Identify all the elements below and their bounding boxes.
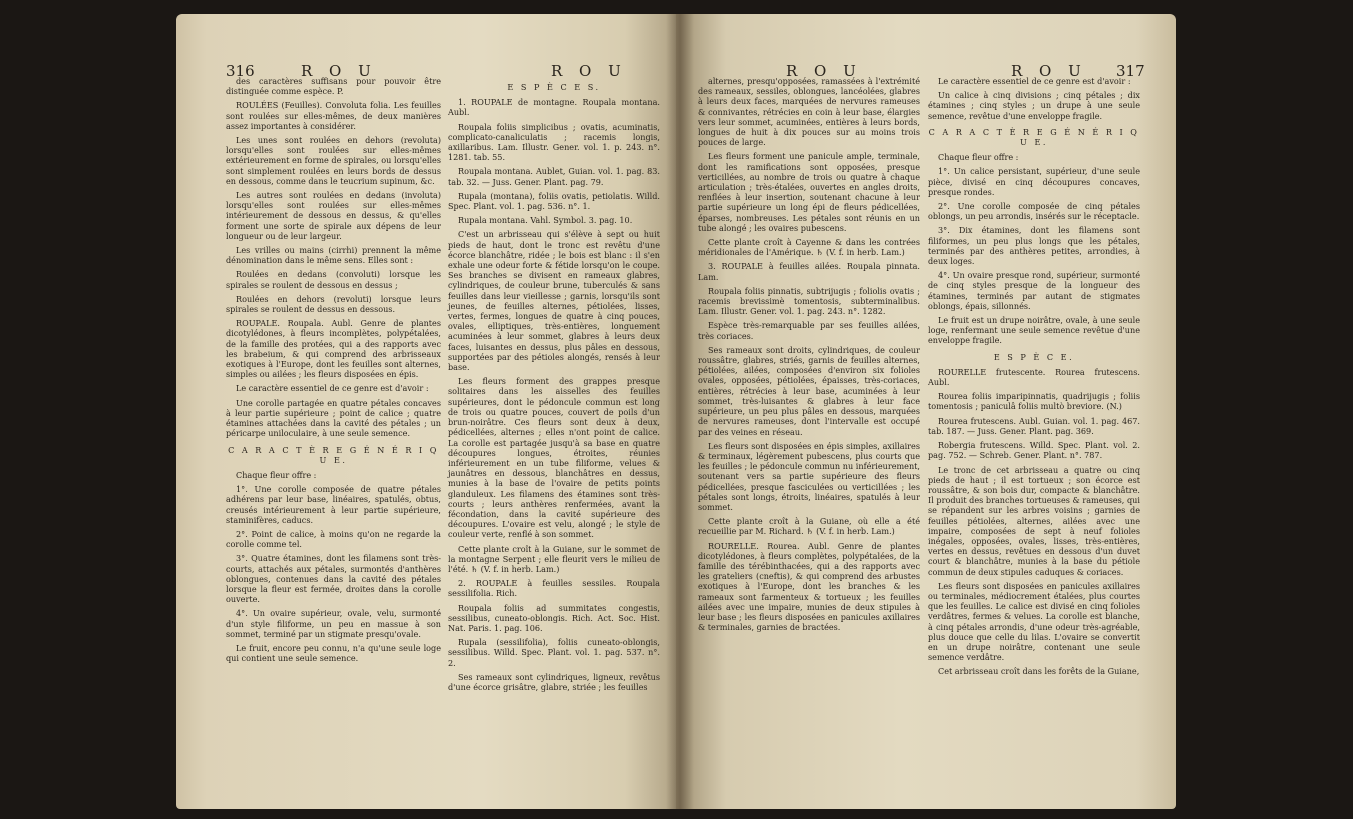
paragraph: Chaque fleur offre : (938, 152, 1019, 163)
paragraph: Ses rameaux sont cylindriques, ligneux, revêtus d'une écorce grisâtre, glabre, striée ; les feuilles (448, 671, 660, 692)
paragraph: 3. ROUPALE à feuilles ailées. Roupala pinnata. Lam. (698, 261, 920, 282)
paragraph: 1°. Une corolle composée de quatre pétales adhérens par leur base, linéaires, spatulés, obtus, creusés intérieurement à leur partie supérieure, staminifères, caducs. (226, 484, 441, 525)
book-gutter (666, 14, 694, 809)
paragraph: Un calice à cinq divisions ; cinq pétales ; dix étamines ; cinq styles ; un drupe à une seule semence, revêtue d'une enveloppe fragile. (928, 90, 1140, 121)
paragraph: Roupala foliis ad summitates congestis, sessilibus, cuneato-oblongis. Rich. Act. Soc. Hist. Nat. Paris. 1. pag. 106. (448, 602, 660, 633)
right-column-2 (928, 76, 1140, 681)
paragraph: Le tronc de cet arbrisseau a quatre ou cinq pieds de haut ; il est tortueux ; son écorce est roussâtre, & son bois dur, compacte & blanchâtre. Il produit des branches tortueuses & rameuses, qui se répandent sur les arbres voisins ; garnies de feuilles pétiolées, alternes, ailées avec une impaire, composées de sept à neuf folioles inégales, opposées, ovales, lisses, très-entières, vertes en dessus, revêtues en dessous d'un duvet court & blanchâtre, munies à la base du pétiole commun de deux stipules caduques & coriaces. (928, 464, 1140, 577)
book-spread (176, 14, 1176, 809)
paragraph: Les fleurs forment des grappes presque solitaires dans les aisselles des feuilles supérieures, dont le pédoncule commun est long de trois ou quatre pouces, couvert de poils d'un brun-noirâtre. Ces fleurs sont deux à deux, pédicellées, alternes ; elles n'ont point de calice. La corolle est partagée jusqu'à sa base en quatre découpures longues, étroites, réunies inférieurement en un tube filiforme, velues & jaunâtres en dessous, blanchâtres en dessus, munies à la base de l'ovaire de petits points glanduleux. Les filamens des étamines sont très-courts ; leurs anthères renfermées, avant la fécondation, dans la cavité supérieure des découpures. L'ovaire est velu, alongé ; le style de couleur verte, renflé à son sommet. (448, 376, 660, 540)
paragraph: 3°. Quatre étamines, dont les filamens sont très-courts, attachés aux pétales, surmontés d'anthères oblongues, contenues dans la cavité des pétales lorsque la fleur est fermée, droites dans la corolle ouverte. (226, 553, 441, 605)
paragraph: Espèce très-remarquable par ses feuilles ailées, très coriaces. (698, 320, 920, 341)
paragraph: 4°. Un ovaire presque rond, supérieur, surmonté de cinq styles presque de la longueur des étamines, terminés par autant de stigmates oblongs, épais, sillonnés. (928, 270, 1140, 311)
paragraph: C'est un arbrisseau qui s'élève à sept ou huit pieds de haut, dont le tronc est revêtu d'une écorce blanchâtre, ridée ; le bois est blanc : il s'en exhale une odeur forte & fétide lorsqu'on le coupe. Ses branches se divisent en rameaux glabres, cylindriques, de couleur brune, tuberculés & sans feuilles dans leur vieillesse ; garnis, lorsqu'ils sont jeunes, de feuilles alternes, pétiolées, lisses, vertes, fermes, longues de quatre à cinq pouces, ovales, elliptiques, très-entières, longuement acuminées à leur sommet, glabres à leurs deux faces, luisantes en dessus, plus pâles en dessous, supportées par des pétioles alongés, rensés à leur base. (448, 229, 660, 373)
paragraph: Rupala (montana), foliis ovatis, petiolatis. Willd. Spec. Plant. vol. 1. pag. 536. n°. 1. (448, 190, 660, 212)
running-head-right-b: R O U (1011, 62, 1087, 80)
paragraph: Les vrilles ou mains (cirrhi) prennent la même dénomination dans le même sens. Elles sont : (226, 245, 441, 266)
paragraph: Ses rameaux sont droits, cylindriques, de couleur roussâtre, glabres, striés, garnis de feuilles alternes, pétiolées, ailées, composées d'environ six folioles ovales, opposées, pétiolées, épaisses, très-coriaces, entières, rétrécies à leur base, acuminées à leur sommet, très-luisantes & glabres à leur face supérieure, un peu plus pâles en dessous, marquées de nervures rameuses, dont l'intervalle est occupé par des veines en réseau. (698, 344, 920, 437)
left-column-1 (226, 76, 441, 667)
paragraph: Cette plante croît à Cayenne & dans les contrées méridionales de l'Amérique. ♄ (V. f. in herb. Lam.) (698, 237, 920, 258)
right-column-1 (698, 76, 920, 636)
paragraph: 2°. Point de calice, à moins qu'on ne regarde la corolle comme tel. (226, 528, 441, 550)
paragraph: Le caractère essentiel de ce genre est d'avoir : (938, 76, 1131, 86)
paragraph: Les fleurs forment une panicule ample, terminale, dont les ramifications sont opposées, presque verticillées, au nombre de trois ou quatre à chaque articulation ; très-étalées, ouvertes en angles droits, renflées à leur insertion, soutenant chacune à leur partie supérieure un long épi de fleurs pédicellées, éparses, nombreuses. Les pétales sont réunis en un tube alongé ; les ovaires pubescens. (698, 151, 920, 233)
paragraph: Le fruit est un drupe noirâtre, ovale, à une seule loge, renfermant une seule semence revêtue d'une enveloppe fragile. (928, 315, 1140, 346)
page-number-left: 316 (226, 62, 255, 80)
paragraph: Rourea frutescens. Aubl. Guian. vol. 1. pag. 467. tab. 187. — Juss. Gener. Plant. pag. 369. (928, 415, 1140, 436)
paragraph: 1. ROUPALE de montagne. Roupala montana. Aubl. (448, 97, 660, 118)
left-column-2 (448, 76, 660, 696)
paragraph: Le fruit, encore peu connu, n'a qu'une seule loge qui contient une seule semence. (226, 642, 441, 664)
paragraph: ROUPALE. Roupala. Aubl. Genre de plantes dicotylédones, à fleurs incomplètes, polypétalées, de la famille des protées, qui a des rapports avec les brabeium, & qui comprend des arbrisseaux exotiques à l'Europe, dont les feuilles sont alternes, simples ou ailées ; les fleurs disposées en épis. (226, 318, 441, 380)
paragraph: C A R A C T È R E G É N É R I Q U E. (928, 126, 1140, 148)
running-head-left-a: R O U (301, 62, 377, 80)
paragraph: Robergia frutescens. Willd. Spec. Plant. vol. 2. pag. 752. — Schreb. Gener. Plant. n°. 787. (928, 440, 1140, 461)
paragraph: 2°. Une corolle composée de cinq pétales oblongs, un peu arrondis, insérés sur le réceptacle. (928, 201, 1140, 222)
paragraph: ROURELLE. Rourea. Aubl. Genre de plantes dicotylédones, à fleurs complètes, polypétalées, de la famille des térébinthacées, qui a des rapports avec les grateliers (cneftis), & qui comprend des arbustes exotiques à l'Europe, dont les branches & les rameaux sont farmenteux & tortueux ; les feuilles ailées avec une impaire, munies de deux stipules à leur base ; les fleurs disposées en panicules axillaires & terminales, garnies de bractées. (698, 540, 920, 633)
paragraph: Rupala (sessilifolia), foliis cuneato-oblongis, sessilibus. Willd. Spec. Plant. vol. 1. pag. 537. n°. 2. (448, 637, 660, 668)
running-head-right-a: R O U (786, 62, 862, 80)
paragraph: Les fleurs sont disposées en panicules axillaires ou terminales, médiocrement étalées, plus courtes que les feuilles. Le calice est divisé en cinq folioles verdâtres, fermes & velues. La corolle est blanche, à cinq pétales arrondis, d'une odeur très-agréable, plus douce que celle du lilas. L'ovaire se convertit en un drupe noirâtre, contenant une seule semence verdâtre. (928, 580, 1140, 663)
paragraph: E S P È C E S. (507, 82, 601, 92)
paragraph: Roulées en dedans (convoluti) lorsque les spirales se roulent de dessous en dessus ; (226, 269, 441, 290)
paragraph: Cette plante croît à la Guiane, sur le sommet de la montagne Serpent ; elle fleurit vers le milieu de l'été. ♄ (V. f. in herb. Lam.) (448, 543, 660, 574)
paragraph: C A R A C T È R E G É N É R I Q U E. (228, 444, 439, 465)
paragraph: Le caractère essentiel de ce genre est d'avoir : (236, 383, 429, 394)
page-number-right: 317 (1116, 62, 1145, 80)
right-page (676, 14, 1176, 809)
running-head-left-b: R O U (551, 62, 627, 80)
paragraph: ROULÉES (Feuilles). Convoluta folia. Les feuilles sont roulées sur elles-mêmes, de deux manières assez importantes à considérer. (226, 100, 441, 131)
paragraph: Rourea foliis imparipinnatis, quadrijugis ; foliis tomentosis ; paniculâ foliis multò breviore. (N.) (928, 391, 1140, 412)
paragraph: Roupala montana. Aublet, Guian. vol. 1. pag. 83. tab. 32. — Juss. Gener. Plant. pag. 79. (448, 166, 660, 187)
paragraph: Les fleurs sont disposées en épis simples, axillaires & terminaux, légèrement pubescens, plus courts que les feuilles ; le pédoncule commun nu inférieurement, soutenant vers sa partie supérieure des fleurs pédicellées, presque fasciculées ou verticillées ; les pétales sont longs, étroits, linéaires, spatulés à leur sommet. (698, 440, 920, 512)
paragraph: Les unes sont roulées en dehors (revoluta) lorsqu'elles sont roulées sur elles-mêmes extérieurement en forme de spirales, ou lorsqu'elles sont simplement roulées en leurs bords de dessus en dessous, comme dans le teucrium supinum, &c. (226, 135, 441, 186)
paragraph: 2. ROUPALE à feuilles sessiles. Roupala sessilifolia. Rich. (448, 578, 660, 599)
paragraph: Cette plante croît à la Guiane, où elle a été recueillie par M. Richard. ♄ (V. f. in herb. Lam.) (698, 516, 920, 537)
paragraph: Une corolle partagée en quatre pétales concaves à leur partie supérieure ; point de calice ; quatre étamines attachées dans la cavité des pétales ; un péricarpe uniloculaire, à une seule semence. (226, 397, 441, 439)
paragraph: Roupala foliis pinnatis, subtrijugis ; foliolis ovatis ; racemis brevissimè tomentosis, subterminalibus. Lam. Illustr. Gener. vol. 1. pag. 243. n°. 1282. (698, 285, 920, 317)
paragraph: 4°. Un ovaire supérieur, ovale, velu, surmonté d'un style filiforme, un peu en massue à son sommet, terminé par un stigmate presqu'ovale. (226, 608, 441, 639)
left-page (176, 14, 686, 809)
paragraph: 1°. Un calice persistant, supérieur, d'une seule pièce, divisé en cinq découpures concaves, presque rondes. (928, 166, 1140, 197)
paragraph: Les autres sont roulées en dedans (involuta) lorsqu'elles sont roulées sur elles-mêmes intérieurement de dessous en dessus, & qu'elles forment une sorte de spirale aux dépens de leur longueur ou de leur largeur. (226, 190, 441, 241)
paragraph: Roupala foliis simplicibus ; ovatis, acuminatis, complicato-canaliculatis ; racemis longis, axillaribus. Lam. Illustr. Gener. vol. 1. p. 243. n°. 1281. tab. 55. (448, 121, 660, 163)
paragraph: des caractères suffisans pour pouvoir être distinguée comme espèce. P. (226, 76, 441, 97)
paragraph: E S P È C E. (993, 351, 1075, 362)
paragraph: Roulées en dehors (revoluti) lorsque leurs spirales se roulent de dessus en dessous. (226, 293, 441, 315)
paragraph: Rupala montana. Vahl. Symbol. 3. pag. 10. (458, 215, 633, 226)
paragraph: Cet arbrisseau croît dans les forêts de la Guiane, (938, 666, 1140, 677)
paragraph: Chaque fleur offre : (236, 469, 317, 480)
paragraph: 3°. Dix étamines, dont les filamens sont filiformes, un peu plus longs que les pétales, terminés par des anthères petites, arrondies, à deux loges. (928, 225, 1140, 267)
paragraph: ROURELLE frutescente. Rourea frutescens. Aubl. (928, 366, 1140, 388)
paragraph: alternes, presqu'opposées, ramassées à l'extrémité des rameaux, sessiles, oblongues, lancéolées, glabres à leurs deux faces, marquées de nervures rameuses & connivantes, rétrécies en coin à leur base, élargies vers leur sommet, acuminées, entières à leurs bords, longues de huit à dix pouces sur au moins trois pouces de large. (698, 76, 920, 148)
